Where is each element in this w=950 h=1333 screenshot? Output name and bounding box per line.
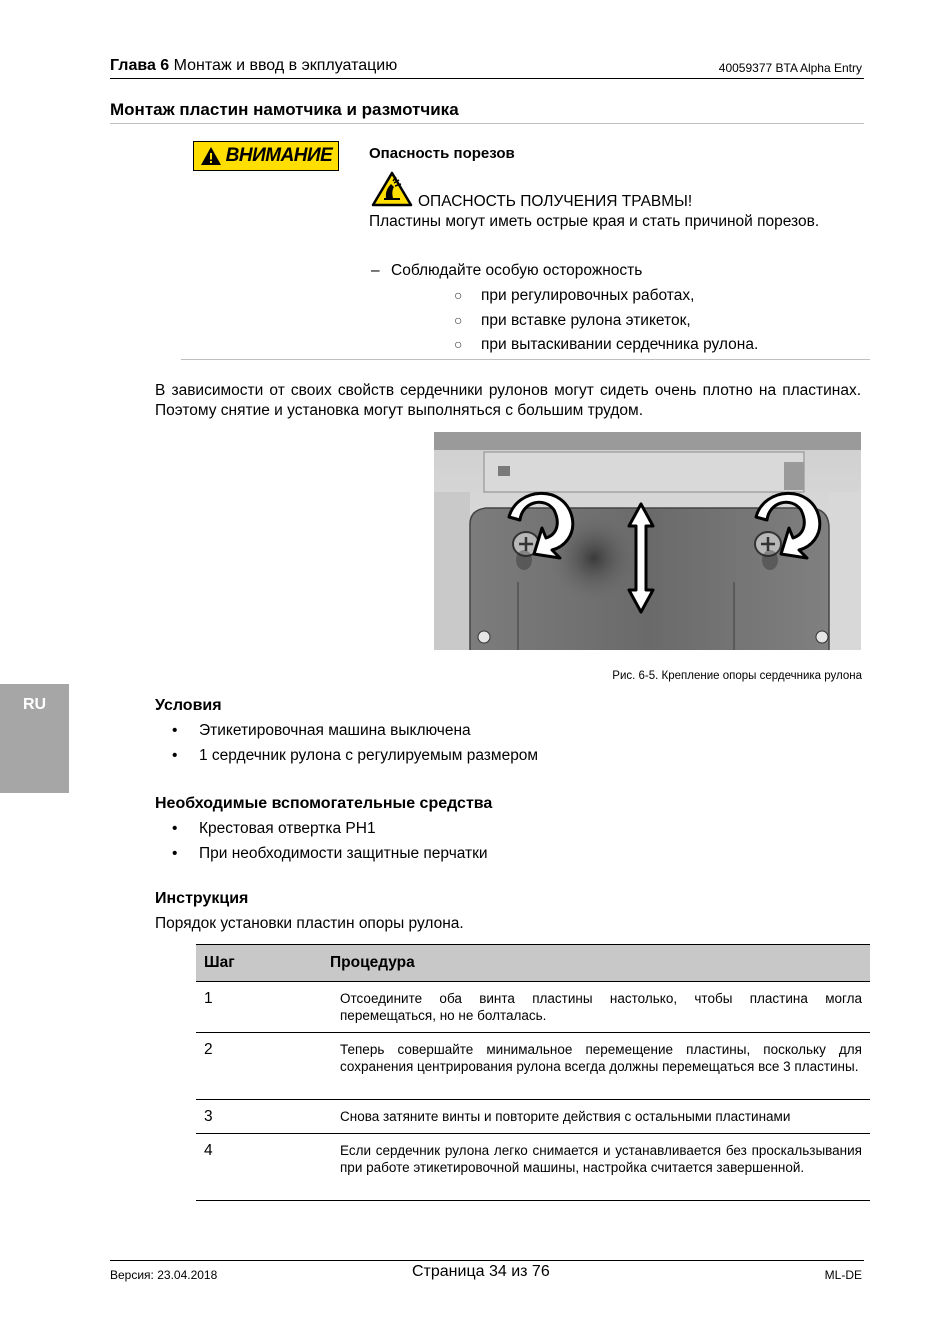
chapter-name: Монтаж и ввод в экплуатацию xyxy=(169,57,398,74)
list-item: • При необходимости защитные перчатки xyxy=(172,845,488,862)
bullet-icon: • xyxy=(172,747,178,764)
table-row xyxy=(196,1100,870,1134)
roll-core-support-photo xyxy=(434,432,861,656)
warning-body: Пластины могут иметь острые края и стать причиной порезов. xyxy=(369,213,820,230)
step-text: Если сердечник рулона легко снимается и устанавливается без проскальзывания при работе этикетировочной машины, настройка считается завершенной. xyxy=(322,1134,870,1201)
step-text: Теперь совершайте минимальное перемещение пластины, поскольку для сохранения центрирования рулона всегда должны перемещаться все 3 пластины. xyxy=(322,1033,870,1100)
care-item: ○ при вытаскивании сердечника рулона. xyxy=(454,336,759,353)
cut-hazard-icon xyxy=(371,171,413,212)
step-number: 2 xyxy=(196,1033,322,1100)
section-title: Монтаж пластин намотчика и размотчика xyxy=(110,100,459,119)
warning-title: Опасность порезов xyxy=(369,145,515,162)
intro-paragraph: В зависимости от своих свойств сердечники рулонов могут сидеть очень плотно на пластинах. Поэтому снятие и установка могут выполняться с большим трудом. xyxy=(155,382,861,419)
column-header-step: Шаг xyxy=(196,945,322,982)
figure-caption: Рис. 6-5. Крепление опоры сердечника рулона xyxy=(612,670,862,682)
table-row xyxy=(196,1033,870,1100)
footer-divider xyxy=(110,1260,864,1261)
circle-bullet-icon: ○ xyxy=(454,312,463,328)
steps-table xyxy=(196,944,870,1201)
dash-marker: – xyxy=(371,262,380,279)
document-code: ML-DE xyxy=(824,1268,862,1282)
list-item: • Крестовая отвертка PH1 xyxy=(172,820,376,837)
step-number: 1 xyxy=(196,982,322,1033)
step-text: Отсоедините оба винта пластины настолько, чтобы пластина могла перемещаться, но не болталась. xyxy=(322,982,870,1033)
care-text: Соблюдайте особую осторожность xyxy=(391,262,643,279)
step-number: 3 xyxy=(196,1100,322,1134)
list-item: • Этикетировочная машина выключена xyxy=(172,722,471,739)
section-divider xyxy=(110,123,864,124)
instructions-intro: Порядок установки пластин опоры рулона. xyxy=(155,915,464,932)
bullet-icon: • xyxy=(172,845,178,862)
care-item: ○ при вставке рулона этикеток, xyxy=(454,312,691,329)
conditions-title: Условия xyxy=(155,697,222,714)
step-text: Снова затяните винты и повторите действия с остальными пластинами xyxy=(322,1100,870,1134)
step-number: 4 xyxy=(196,1134,322,1201)
tools-title: Необходимые вспомогательные средства xyxy=(155,795,493,812)
table-row xyxy=(196,1134,870,1201)
danger-text: ОПАСНОСТЬ ПОЛУЧЕНИЯ ТРАВМЫ! xyxy=(418,193,693,210)
column-header-procedure: Процедура xyxy=(322,945,870,982)
care-instruction xyxy=(371,262,642,280)
chapter-number: Глава 6 xyxy=(110,57,170,74)
document-id: 40059377 BTA Alpha Entry xyxy=(718,61,862,75)
circle-bullet-icon: ○ xyxy=(454,287,463,303)
table-header-row xyxy=(196,945,870,982)
warning-divider xyxy=(181,359,870,360)
page-number: Страница 34 из 76 xyxy=(412,1263,550,1280)
warning-triangle-icon xyxy=(200,146,222,166)
bullet-icon: • xyxy=(172,820,178,837)
chapter-title xyxy=(110,57,397,75)
header-divider xyxy=(110,78,864,79)
warning-label-text: ВНИМАНИЕ xyxy=(225,145,333,166)
care-item: ○ при регулировочных работах, xyxy=(454,287,695,304)
circle-bullet-icon: ○ xyxy=(454,336,463,352)
bullet-icon: • xyxy=(172,722,178,739)
list-item: • 1 сердечник рулона с регулируемым размером xyxy=(172,747,539,764)
instructions-title: Инструкция xyxy=(155,890,249,907)
warning-label xyxy=(193,141,339,171)
table-row xyxy=(196,982,870,1033)
language-tab-label: RU xyxy=(22,696,47,713)
version-label: Версия: 23.04.2018 xyxy=(110,1268,218,1282)
